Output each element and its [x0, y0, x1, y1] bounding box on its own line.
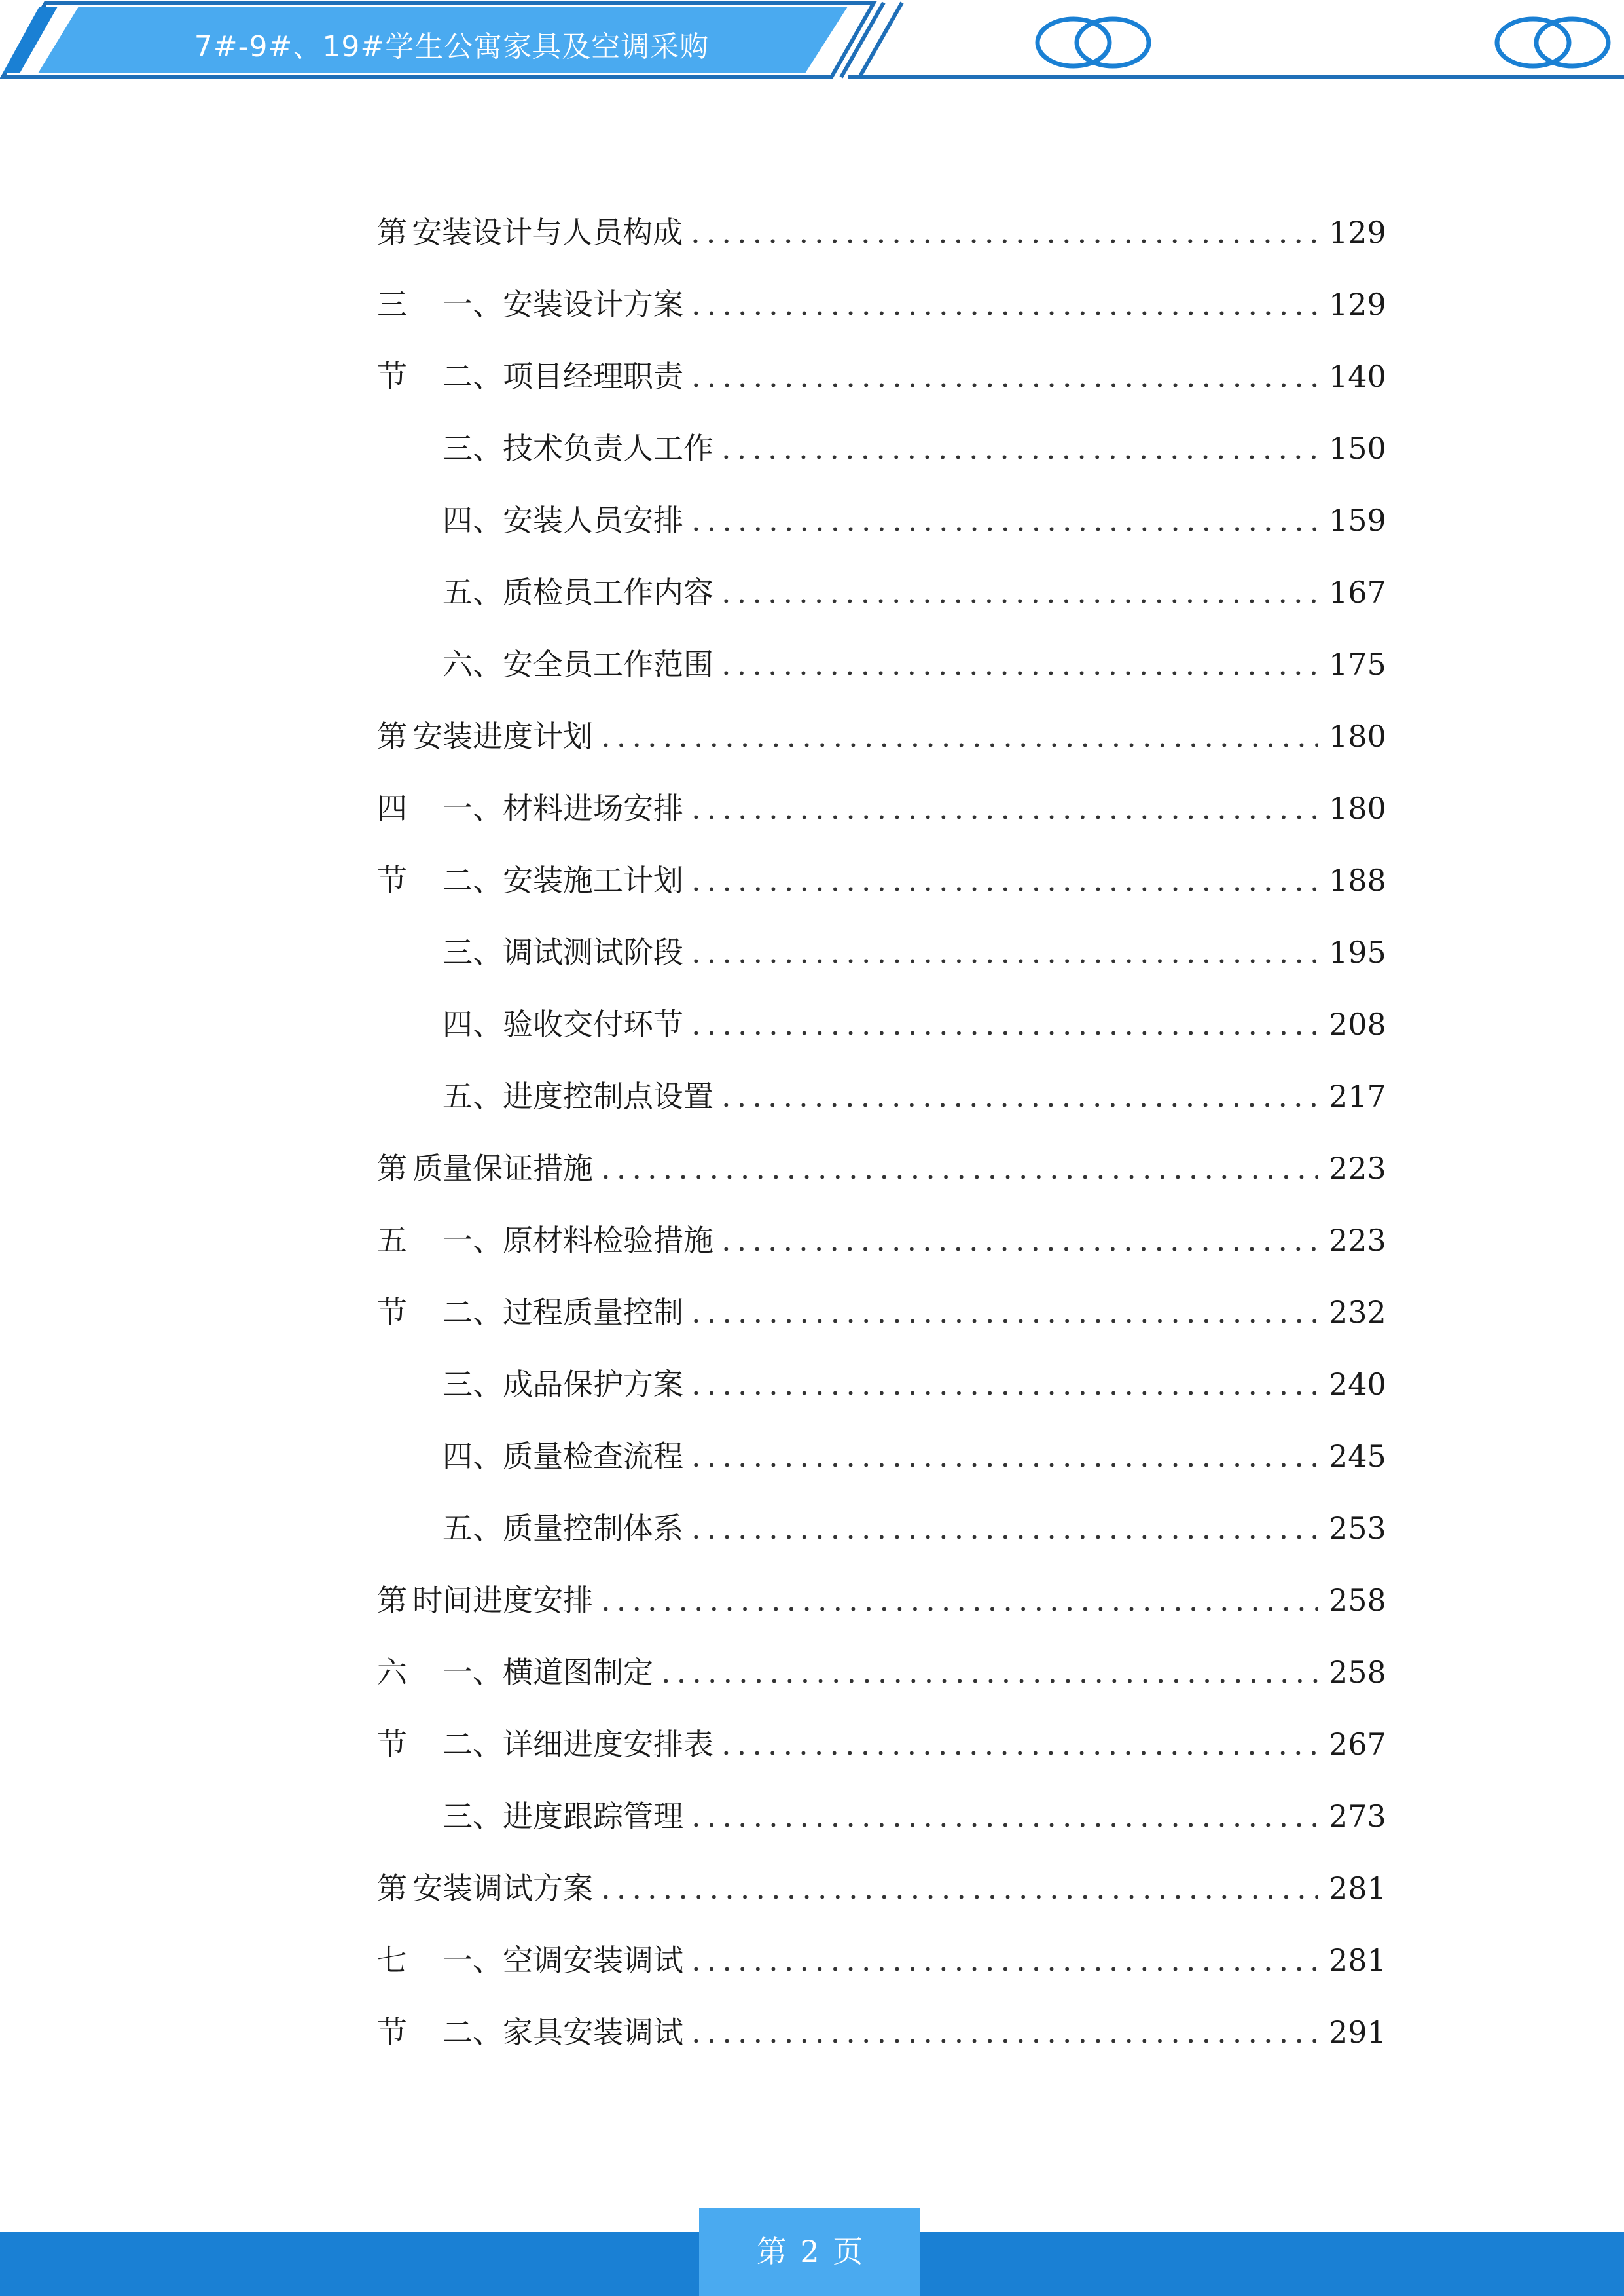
toc-item-row[interactable] [377, 844, 1386, 916]
toc-page-number: 273 [1329, 1799, 1386, 1834]
toc-item-row[interactable] [377, 988, 1386, 1060]
document-title: 7#-9#、19#学生公寓家具及空调采购 [194, 30, 710, 63]
toc-leader-dots [691, 916, 1318, 988]
toc-leader-dots [691, 1780, 1318, 1852]
toc-label: 安全员工作范围 [503, 647, 713, 682]
toc-page-number: 281 [1329, 1871, 1386, 1906]
page-header [0, 0, 1624, 85]
toc-label: 进度控制点设置 [503, 1079, 713, 1114]
toc-number: 一、 [442, 1943, 503, 1978]
toc-label: 质量检查流程 [503, 1439, 683, 1474]
toc-leader-dots [661, 1636, 1318, 1708]
toc-label: 质检员工作内容 [503, 575, 713, 610]
toc-label: 过程质量控制 [503, 1295, 683, 1330]
toc-number: 一、 [442, 791, 503, 826]
toc-label: 验收交付环节 [503, 1007, 683, 1042]
toc-label: 安装设计与人员构成 [412, 215, 683, 250]
toc-label: 安装设计方案 [503, 287, 683, 322]
toc-item-row[interactable] [377, 1492, 1386, 1564]
toc-label: 时间进度安排 [412, 1583, 594, 1618]
toc-leader-dots [601, 1852, 1318, 1924]
toc-page-number: 188 [1329, 863, 1386, 898]
toc-leader-dots [721, 628, 1318, 700]
toc-item-row[interactable] [377, 484, 1386, 556]
toc-label: 安装人员安排 [503, 503, 683, 538]
toc-number: 第六节 [377, 1583, 407, 1762]
toc-leader-dots [691, 988, 1318, 1060]
toc-leader-dots [691, 340, 1318, 412]
toc-number: 四、 [442, 503, 503, 538]
toc-item-row[interactable] [377, 268, 1386, 340]
toc-label: 材料进场安排 [503, 791, 683, 826]
toc-label: 技术负责人工作 [503, 431, 713, 466]
toc-leader-dots [601, 1132, 1318, 1204]
toc-number: 五、 [442, 575, 503, 610]
toc-leader-dots [691, 772, 1318, 844]
toc-number: 一、 [442, 1655, 503, 1690]
toc-leader-dots [721, 1060, 1318, 1132]
toc-leader-dots [721, 556, 1318, 628]
toc-leader-dots [721, 1708, 1318, 1780]
toc-page-number: 232 [1329, 1295, 1386, 1330]
toc-label: 进度跟踪管理 [503, 1799, 683, 1834]
toc-page-number: 129 [1329, 287, 1386, 322]
toc-page-number: 245 [1329, 1439, 1386, 1474]
toc-leader-dots [691, 268, 1318, 340]
toc-number: 一、 [442, 287, 503, 322]
toc-page-number: 180 [1329, 791, 1386, 826]
toc-leader-dots [601, 1564, 1318, 1636]
toc-item-row[interactable] [377, 1060, 1386, 1132]
toc-number: 第三节 [377, 215, 407, 394]
toc-page-number: 258 [1329, 1583, 1386, 1618]
toc-item-row[interactable] [377, 1708, 1386, 1780]
toc-item-row[interactable] [377, 556, 1386, 628]
toc-number: 六、 [442, 647, 503, 682]
toc-page-number: 180 [1329, 719, 1386, 754]
toc-leader-dots [721, 1204, 1318, 1276]
toc-page-number: 223 [1329, 1151, 1386, 1186]
toc-number: 第七节 [377, 1871, 407, 2050]
toc-item-row[interactable] [377, 1924, 1386, 1996]
toc-number: 三、 [442, 1799, 503, 1834]
toc-page-number: 267 [1329, 1727, 1386, 1762]
toc-leader-dots [691, 1276, 1318, 1348]
toc-number: 二、 [442, 359, 503, 394]
toc-number: 二、 [442, 1727, 503, 1762]
toc-label: 安装施工计划 [503, 863, 683, 898]
toc-label: 空调安装调试 [503, 1943, 683, 1978]
toc-page-number: 258 [1329, 1655, 1386, 1690]
toc-leader-dots [691, 1420, 1318, 1492]
toc-number: 三、 [442, 1367, 503, 1402]
toc-item-row[interactable] [377, 916, 1386, 988]
page-number: 第 2 页 [756, 2234, 863, 2269]
toc-label: 安装调试方案 [412, 1871, 594, 1906]
toc-item-row[interactable] [377, 1276, 1386, 1348]
toc-page-number: 208 [1329, 1007, 1386, 1042]
toc-label: 安装进度计划 [412, 719, 594, 754]
toc-number: 五、 [442, 1511, 503, 1546]
toc-number: 四、 [442, 1007, 503, 1042]
toc-label: 横道图制定 [503, 1655, 653, 1690]
toc-label: 质量保证措施 [412, 1151, 594, 1186]
toc-page-number: 195 [1329, 935, 1386, 970]
table-of-contents [377, 196, 1386, 2068]
toc-leader-dots [691, 484, 1318, 556]
toc-leader-dots [601, 700, 1318, 772]
toc-number: 第四节 [377, 719, 407, 898]
toc-page-number: 140 [1329, 359, 1386, 394]
toc-label: 项目经理职责 [503, 359, 683, 394]
toc-item-row[interactable] [377, 1348, 1386, 1420]
toc-number: 四、 [442, 1439, 503, 1474]
toc-item-row[interactable] [377, 1420, 1386, 1492]
toc-number: 三、 [442, 935, 503, 970]
toc-page-number: 223 [1329, 1223, 1386, 1258]
toc-label: 成品保护方案 [503, 1367, 683, 1402]
toc-leader-dots [691, 844, 1318, 916]
toc-number: 三、 [442, 431, 503, 466]
toc-label: 详细进度安排表 [503, 1727, 713, 1762]
toc-page-number: 167 [1329, 575, 1386, 610]
toc-label: 家具安装调试 [503, 2015, 683, 2050]
toc-number: 一、 [442, 1223, 503, 1258]
toc-number: 第五节 [377, 1151, 407, 1330]
toc-page-number: 129 [1329, 215, 1386, 250]
toc-label: 原材料检验措施 [503, 1223, 713, 1258]
toc-leader-dots [721, 412, 1318, 484]
header-divider-line [841, 3, 884, 77]
toc-leader-dots [691, 1492, 1318, 1564]
toc-page-number: 291 [1329, 2015, 1386, 2050]
rings-icon [1038, 19, 1149, 66]
toc-page-number: 150 [1329, 431, 1386, 466]
toc-item-row[interactable] [377, 1204, 1386, 1276]
toc-label: 调试测试阶段 [503, 935, 683, 970]
toc-item-row[interactable] [377, 1996, 1386, 2068]
toc-leader-dots [691, 1924, 1318, 1996]
toc-leader-dots [691, 196, 1318, 268]
toc-item-row[interactable] [377, 628, 1386, 700]
toc-leader-dots [691, 1348, 1318, 1420]
toc-leader-dots [691, 1996, 1318, 2068]
toc-label: 质量控制体系 [503, 1511, 683, 1546]
toc-page-number: 281 [1329, 1943, 1386, 1978]
toc-item-row[interactable] [377, 412, 1386, 484]
toc-page-number: 217 [1329, 1079, 1386, 1114]
toc-page-number: 159 [1329, 503, 1386, 538]
rings-icon [1497, 19, 1608, 66]
toc-item-row[interactable] [377, 1780, 1386, 1852]
toc-number: 二、 [442, 2015, 503, 2050]
toc-page-number: 240 [1329, 1367, 1386, 1402]
toc-number: 二、 [442, 863, 503, 898]
toc-item-row[interactable] [377, 340, 1386, 412]
toc-page-number: 175 [1329, 647, 1386, 682]
toc-page-number: 253 [1329, 1511, 1386, 1546]
toc-number: 二、 [442, 1295, 503, 1330]
toc-number: 五、 [442, 1079, 503, 1114]
toc-item-row[interactable] [377, 1636, 1386, 1708]
toc-item-row[interactable] [377, 772, 1386, 844]
